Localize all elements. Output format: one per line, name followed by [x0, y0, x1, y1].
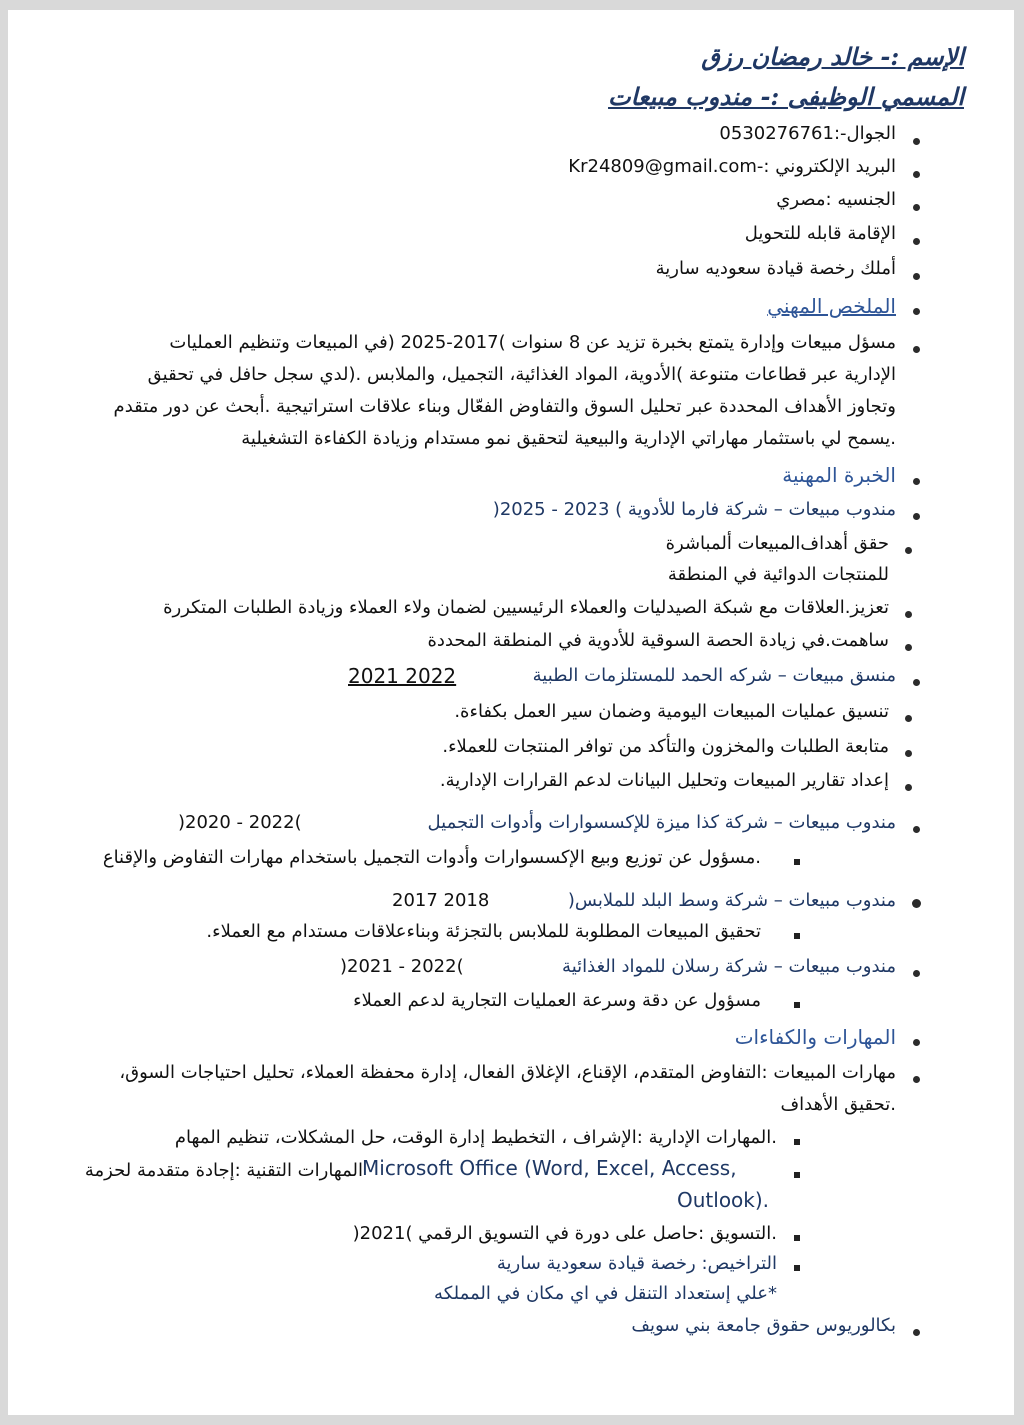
job3-item: .مسؤول عن توزيع وبيع الإكسسوارات وأدوات التجميل باستخدام مهارات التفاوض والإقناع — [102, 847, 761, 868]
bullet — [905, 547, 912, 554]
job-title-3: مندوب مبيعات – شركة كذا ميزة للإكسسوارات وأدوات التجميل — [427, 812, 896, 833]
job1-item: حقق أهداف‌المبيعات ألمباشرة — [665, 533, 889, 554]
job-title-1: مندوب مبيعات – شركة فارما للأدوية ) 2023 - 2025( — [492, 499, 896, 520]
contact-phone: الجوال-:0530276761 — [719, 123, 896, 144]
tech-skills-ar: المهارات التقنية :إجادة متقدمة لحزمة — [84, 1160, 363, 1181]
summary-line: مسؤل مبيعات وإدارة يتمتع بخبرة تزيد عن 8 سنوات )2017-2025 (في المبيعات وتنظيم العمليات — [169, 332, 896, 353]
job2-item: تنسيق عمليات المبيعات اليومية وضمان سير العمل بكفاءة. — [454, 701, 889, 722]
job-title-4: مندوب مبيعات – شركة وسط البلد للملابس( — [567, 890, 896, 911]
bullet — [905, 644, 912, 651]
job5-item: مسؤول عن دقة وسرعة العمليات التجارية لدعم العملاء — [353, 990, 761, 1011]
bullet — [913, 1329, 920, 1336]
bullet — [913, 238, 920, 245]
education: بكالوريوس حقوق جامعة بني سويف — [631, 1315, 896, 1336]
tech-skills-en-2: Outlook). — [677, 1188, 770, 1212]
square-bullet — [794, 933, 800, 939]
square-bullet — [794, 1172, 800, 1178]
bullet — [913, 204, 920, 211]
skills-heading: المهارات والكفاءات — [734, 1025, 896, 1049]
job2-item: متابعة الطلبات والمخزون والتأكد من توافر المنتجات للعملاء. — [442, 736, 889, 757]
bullet — [913, 138, 920, 145]
contact-email: البريد الإلكتروني :-Kr24809@gmail.com — [568, 156, 896, 177]
job-title-5: مندوب مبيعات – شركة رسلان للمواد الغذائية — [562, 956, 896, 977]
bullet — [913, 513, 920, 520]
job-title-2: منسق مبيعات – شركه الحمد للمستلزمات الطبية — [532, 665, 896, 686]
bullet — [913, 478, 920, 485]
square-bullet — [794, 1002, 800, 1008]
experience-heading: الخبرة المهنية — [782, 463, 896, 487]
bullet — [913, 346, 920, 353]
bullet — [913, 1039, 920, 1046]
bullet — [913, 171, 920, 178]
square-bullet — [794, 1265, 800, 1271]
bullet — [905, 750, 912, 757]
square-bullet — [794, 1235, 800, 1241]
job4-years: 2017 2018 — [392, 890, 490, 911]
summary-line: وتجاوز الأهداف المحددة عبر تحليل السوق والتفاوض الفعّال وبناء علاقات استراتيجية .أبحث عن دور متقدم — [113, 396, 896, 417]
contact-license: أملك رخصة قيادة سعوديه سارية — [655, 258, 896, 279]
bullet — [913, 826, 920, 833]
bullet — [905, 784, 912, 791]
bullet — [913, 308, 920, 315]
name-title: الإسم :- خالد رمضان رزق — [701, 42, 964, 71]
summary-line: .يسمح لي باستثمار مهاراتي الإدارية والبيعية لتحقيق نمو مستدام وزيادة الكفاءة التشغيلية — [241, 428, 896, 449]
job-title: المسمي الوظيفى :- مندوب مبيعات — [608, 82, 964, 111]
bullet — [905, 715, 912, 722]
job2-item: إعداد تقارير المبيعات وتحليل البيانات لدعم القرارات الإدارية. — [439, 770, 889, 791]
job5-years: )2021 - 2022( — [340, 956, 464, 977]
job1-item: ساهمت.في زيادة الحصة السوقية للأدوية في المنطقة المحددة — [427, 630, 889, 651]
tech-skills-en: Microsoft Office (Word, Excel, Access, — [362, 1156, 737, 1180]
square-bullet — [794, 859, 800, 865]
bullet — [905, 611, 912, 618]
contact-nationality: الجنسيه :مصري — [776, 189, 896, 210]
sales-skills-line: .تحقيق الأهداف — [780, 1094, 896, 1115]
marketing-skills: .التسويق :حاصل على دورة في التسويق الرقمي )2021( — [352, 1223, 777, 1244]
bullet — [913, 970, 920, 977]
bullet — [913, 1076, 920, 1083]
sales-skills-line: مهارات المبيعات :التفاوض المتقدم، الإقناع، الإغلاق الفعال، إدارة محفظة العملاء، تحليل احتياجات السوق، — [119, 1062, 896, 1083]
summary-heading: الملخص المهني — [767, 294, 896, 318]
admin-skills: .المهارات الإدارية :الإشراف ، التخطيط إدارة الوقت، حل المشكلات، تنظيم المهام — [174, 1127, 777, 1148]
job1-item: تعزيز.العلاقات مع شبكة الصيدليات والعملاء الرئيسيين لضمان ولاء العملاء وزيادة الطلبات المتكررة — [163, 597, 889, 618]
summary-line: الإدارية عبر قطاعات متنوعة )الأدوية، المواد الغذائية، التجميل، والملابس .(لدي سجل حافل في تحقيق — [147, 364, 896, 385]
licenses: التراخيص: رخصة قيادة سعودية سارية — [496, 1253, 777, 1274]
job2-years: 2021 2022 — [348, 664, 457, 688]
job3-years: )2020 - 2022( — [178, 812, 302, 833]
bullet — [912, 899, 921, 908]
job1-item: للمنتجات الدوائية في المنطقة — [667, 564, 889, 585]
square-bullet — [794, 1139, 800, 1145]
bullet — [913, 679, 920, 686]
bullet — [913, 273, 920, 280]
relocation-note: *علي إستعداد التنقل في اي مكان في المملكه — [434, 1283, 777, 1304]
cv-page — [8, 10, 1014, 1415]
job4-item: تحقيق المبيعات المطلوبة للملابس بالتجزئة وبناء‌علاقات مستدام مع العملاء. — [206, 921, 761, 942]
contact-residence: الإقامة قابله للتحويل — [744, 223, 896, 244]
